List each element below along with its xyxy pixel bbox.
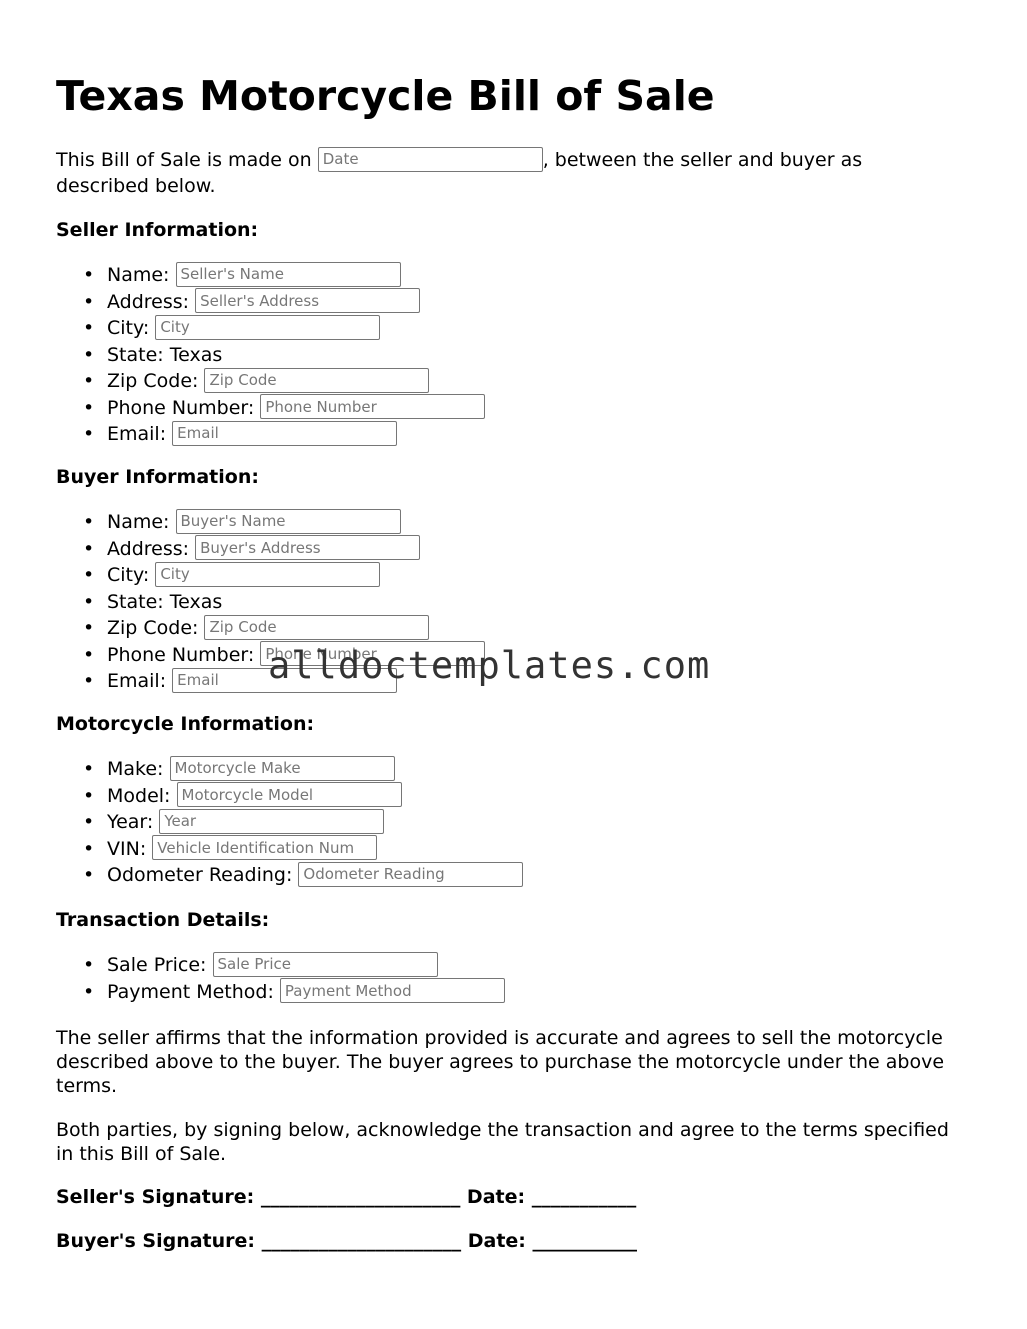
seller-address-label: Address:: [107, 290, 196, 313]
seller-city-input[interactable]: [155, 315, 380, 340]
seller-city-label: City:: [107, 317, 156, 339]
motorcycle-vin-input[interactable]: [152, 835, 377, 860]
payment-method-label: Payment Method:: [107, 980, 280, 1003]
seller-zip-label: Zip Code:: [107, 370, 205, 392]
motorcycle-make-item: [107, 756, 523, 783]
acknowledgement-paragraph: Both parties, by signing below, acknowledge the transaction and agree to the terms specified in this Bill of Sale.: [56, 1119, 949, 1165]
motorcycle-make-label: Make:: [107, 758, 170, 780]
motorcycle-odometer-item: [107, 862, 523, 889]
motorcycle-year-input[interactable]: [159, 809, 384, 834]
motorcycle-year-item: [107, 809, 523, 836]
seller-email-input[interactable]: [172, 421, 397, 446]
motorcycle-model-item: [107, 783, 523, 810]
motorcycle-model-input[interactable]: [177, 782, 402, 807]
buyer-heading: Buyer Information:: [56, 466, 259, 488]
buyer-signature-line: Buyer's Signature: _____________________ Date: ___________: [56, 1230, 638, 1252]
buyer-name-label: Name:: [107, 511, 176, 533]
intro-paragraph: [56, 147, 956, 199]
buyer-zip-label: Zip Code:: [107, 617, 205, 639]
seller-phone-label: Phone Number:: [107, 396, 261, 419]
buyer-email-label: Email:: [107, 670, 173, 692]
motorcycle-odometer-label: Odometer Reading:: [107, 864, 299, 886]
buyer-name-item: [107, 509, 485, 536]
sale-price-label: Sale Price:: [107, 954, 213, 976]
motorcycle-fields-list: [56, 756, 523, 889]
seller-zip-item: [107, 368, 485, 395]
seller-fields-list: [56, 262, 485, 448]
buyer-state-item: [107, 589, 485, 616]
affirmation-paragraph: The seller affirms that the information provided is accurate and agrees to sell the motorcycle described above to the buyer. The buyer agrees to purchase the motorcycle under the above terms.: [56, 1027, 945, 1097]
seller-signature-line: Seller's Signature: _____________________ Date: ___________: [56, 1186, 637, 1208]
seller-city-item: [107, 315, 485, 342]
motorcycle-heading: Motorcycle Information:: [56, 713, 315, 735]
buyer-email-item: [107, 668, 485, 695]
motorcycle-vin-item: [107, 836, 523, 863]
buyer-address-input[interactable]: [195, 535, 420, 560]
payment-method-input[interactable]: [280, 978, 505, 1003]
intro-text-before: This Bill of Sale is made on: [56, 149, 318, 171]
seller-heading: Seller Information:: [56, 219, 259, 241]
seller-email-label: Email:: [107, 423, 173, 445]
buyer-phone-item: [107, 642, 485, 669]
seller-name-label: Name:: [107, 264, 176, 286]
sale-price-input[interactable]: [213, 952, 438, 977]
document-title: Texas Motorcycle Bill of Sale: [56, 72, 715, 120]
seller-name-item: [107, 262, 485, 289]
motorcycle-odometer-input[interactable]: [298, 862, 523, 887]
payment-method-item: [107, 979, 505, 1006]
buyer-city-item: [107, 562, 485, 589]
buyer-address-item: [107, 536, 485, 563]
seller-phone-item: [107, 395, 485, 422]
seller-state-item: [107, 342, 485, 369]
transaction-fields-list: [56, 952, 505, 1005]
watermark-text: alldoctemplates.com: [268, 644, 711, 687]
seller-email-item: [107, 421, 485, 448]
motorcycle-vin-label: VIN:: [107, 837, 153, 860]
seller-zip-input[interactable]: [204, 368, 429, 393]
sale-date-input[interactable]: [318, 147, 543, 172]
seller-state-text: State: Texas: [107, 343, 223, 366]
buyer-email-input[interactable]: [172, 668, 397, 693]
buyer-phone-label: Phone Number:: [107, 643, 261, 666]
motorcycle-model-label: Model:: [107, 784, 177, 807]
buyer-address-label: Address:: [107, 537, 196, 560]
buyer-name-input[interactable]: [176, 509, 401, 534]
transaction-heading: Transaction Details:: [56, 909, 270, 931]
seller-phone-input[interactable]: [260, 394, 485, 419]
sale-price-item: [107, 952, 505, 979]
buyer-city-input[interactable]: [155, 562, 380, 587]
intro-text-after: , between the seller and buyer as described below.: [56, 149, 863, 197]
seller-address-item: [107, 289, 485, 316]
seller-name-input[interactable]: [176, 262, 401, 287]
buyer-phone-input[interactable]: [260, 641, 485, 666]
buyer-state-text: State: Texas: [107, 590, 223, 613]
buyer-fields-list: [56, 509, 485, 695]
buyer-zip-item: [107, 615, 485, 642]
seller-address-input[interactable]: [195, 288, 420, 313]
buyer-zip-input[interactable]: [204, 615, 429, 640]
motorcycle-year-label: Year:: [107, 811, 160, 833]
buyer-city-label: City:: [107, 564, 156, 586]
motorcycle-make-input[interactable]: [170, 756, 395, 781]
